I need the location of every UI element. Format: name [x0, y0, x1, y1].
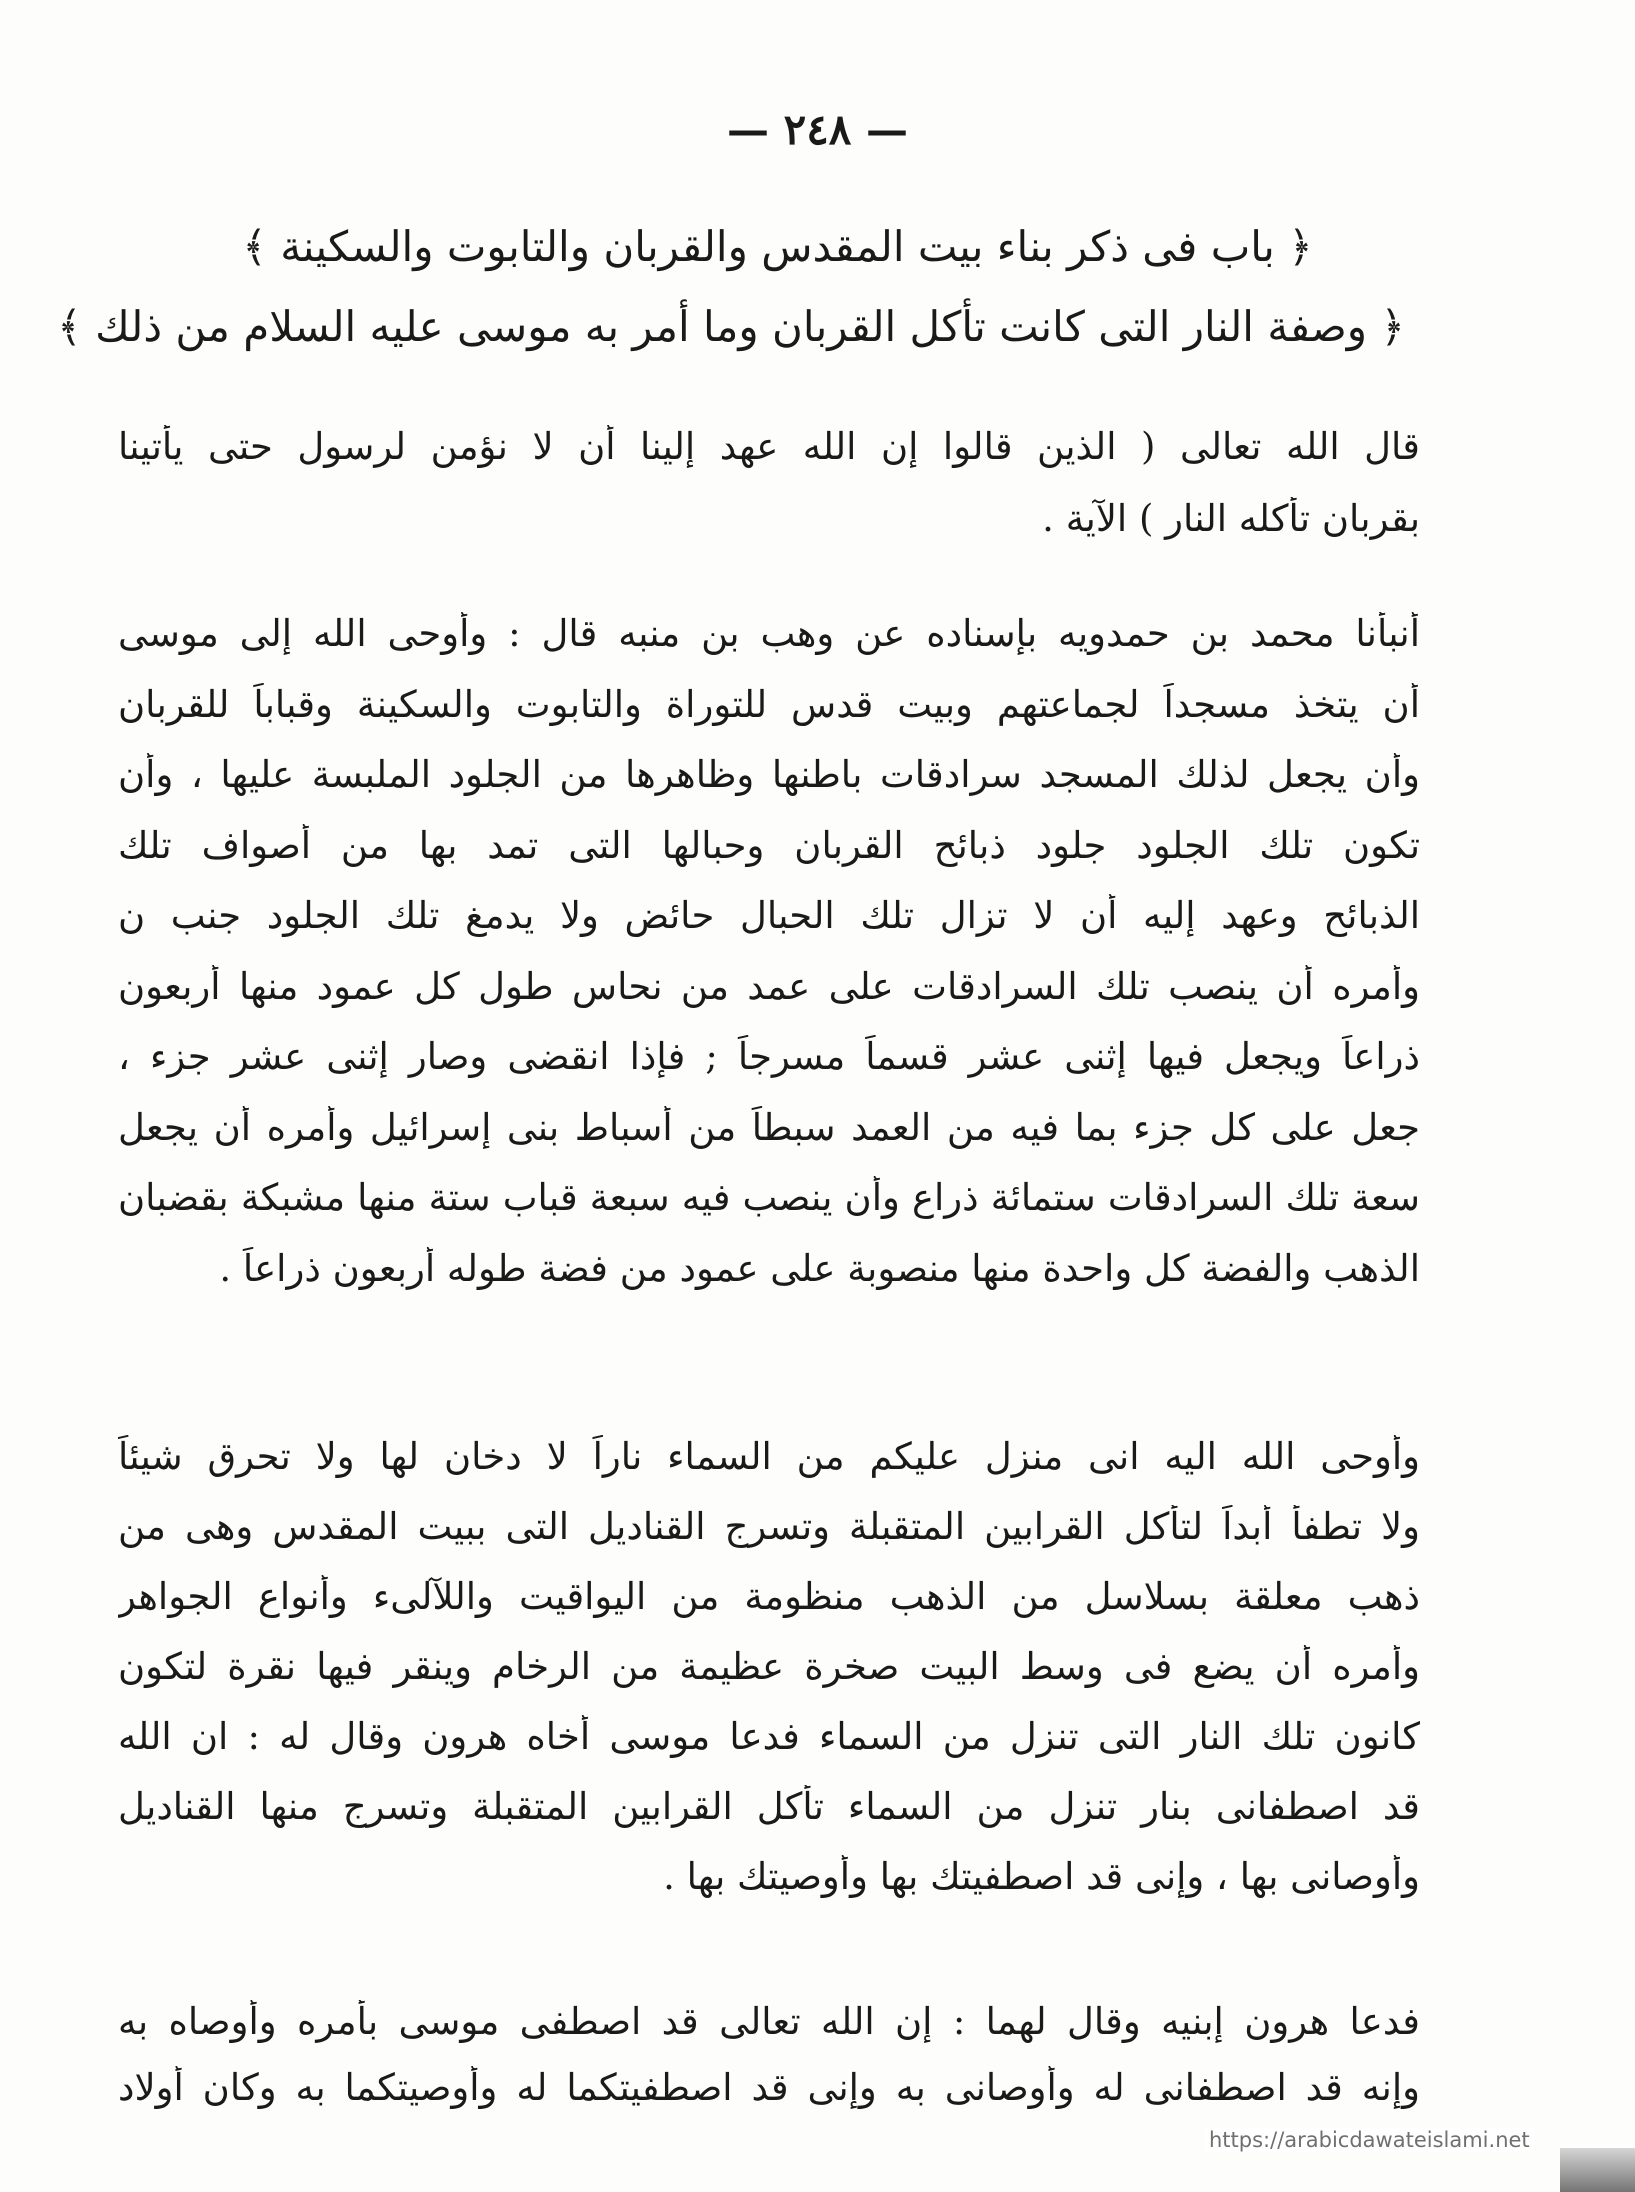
text-line: بقربان تأكله النار ) الآية .	[1042, 497, 1420, 540]
chapter-heading-line-2: ﴿ وصفة النار التى كانت تأكل القربان وما أمر به موسى عليه السلام من ذلك ﴾	[57, 302, 1405, 351]
scan-edge-shadow	[1560, 2148, 1635, 2192]
text-line: كانون تلك النار التى تنزل من السماء فدعا موسى أخاه هرون وقال له : ان الله	[118, 1715, 1420, 1758]
page-number: — ٢٤٨ —	[727, 105, 908, 154]
text-line: ذراعاً ويجعل فيها إثنى عشر قسماً مسرجاً ; فإذا انقضى وصار إثنى عشر جزء ،	[118, 1035, 1420, 1078]
revelation-paragraph	[118, 1435, 1420, 1925]
text-line: فدعا هرون إبنيه وقال لهما : إن الله تعالى قد اصطفى موسى بأمره وأوصاه به	[118, 2000, 1420, 2043]
narration-paragraph	[118, 612, 1420, 1317]
text-line: وأمره أن ينصب تلك السرادقات على عمد من نحاس طول كل عمود منها أربعون	[118, 964, 1420, 1008]
text-line: سعة تلك السرادقات ستمائة ذراع وأن ينصب فيه سبعة قباب ستة منها مشبكة بقضبان	[118, 1176, 1420, 1219]
quran-quote-paragraph	[118, 425, 1420, 569]
text-line: وأوصانى بها ، وإنى قد اصطفيتك بها وأوصيتك بها .	[663, 1855, 1420, 1898]
text-line: وأوحى الله اليه انى منزل عليكم من السماء ناراً لا دخان لها ولا تحرق شيئاً	[118, 1435, 1420, 1478]
text-line: وإنه قد اصطفانى له وأوصانى به وإنى قد اصطفيتكما له وأوصيتكما به وكان أولاد	[118, 2066, 1420, 2109]
text-line: أن يتخذ مسجداً لجماعتهم وبيت قدس للتوراة والتابوت والسكينة وقباباً للقربان	[118, 682, 1420, 726]
text-line: قد اصطفانى بنار تنزل من السماء تأكل القرابين المتقبلة وتسرج منها القناديل	[118, 1785, 1420, 1828]
text-line: ذهب معلقة بسلاسل من الذهب منظومة من اليواقيت واللآلىء وأنواع الجواهر	[118, 1575, 1420, 1618]
text-line: جعل على كل جزء بما فيه من العمد سبطاً من أسباط بنى إسرائيل وأمره أن يجعل	[118, 1105, 1420, 1149]
text-line: الذهب والفضة كل واحدة منها منصوبة على عمود من فضة طوله أربعون ذراعاً .	[219, 1246, 1420, 1290]
source-watermark: https://arabicdawateislami.net	[1205, 2128, 1534, 2152]
text-line: أنبأنا محمد بن حمدويه بإسناده عن وهب بن منبه قال : وأوحى الله إلى موسى	[118, 612, 1420, 655]
chapter-heading-line-1: ﴿ باب فى ذكر بناء بيت المقدس والقربان والتابوت والسكينة ﴾	[242, 222, 1313, 271]
text-line: وأن يجعل لذلك المسجد سرادقات باطنها وظاهرها من الجلود الملبسة عليها ، وأن	[118, 753, 1420, 796]
text-line: تكون تلك الجلود جلود ذبائح القربان وحبالها التى تمد بها من أصواف تلك	[118, 823, 1420, 867]
text-line: ولا تطفأ أبداً لتأكل القرابين المتقبلة وتسرج القناديل التى ببيت المقدس وهى من	[118, 1505, 1420, 1548]
text-line: الذبائح وعهد إليه أن لا تزال تلك الحبال حائض ولا يدمغ تلك الجلود جنب ن	[118, 894, 1420, 937]
text-line: قال الله تعالى ( الذين قالوا إن الله عهد إلينا أن لا نؤمن لرسول حتى يأتينا	[118, 425, 1420, 468]
haroun-paragraph	[118, 2000, 1420, 2132]
text-line: وأمره أن يضع فى وسط البيت صخرة عظيمة من الرخام وينقر فيها نقرة لتكون	[118, 1645, 1420, 1688]
